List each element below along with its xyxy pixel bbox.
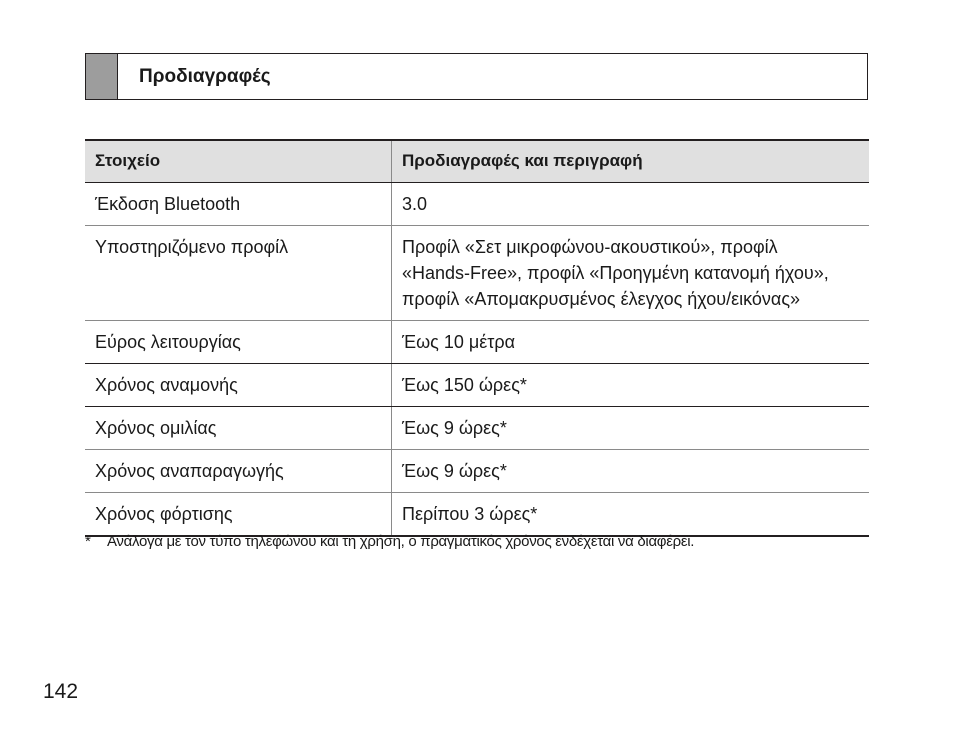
spec-line: «Hands-Free», προφίλ «Προηγμένη κατανομή ήχου», xyxy=(402,262,829,283)
table-row xyxy=(85,225,869,320)
section-title: Προδιαγραφές xyxy=(139,65,271,87)
page-number: 142 xyxy=(43,680,79,703)
table-row xyxy=(85,492,869,536)
row-spec: Περίπου 3 ώρες* xyxy=(392,492,870,536)
row-item: Χρόνος ομιλίας xyxy=(85,406,392,449)
row-item: Υποστηριζόμενο προφίλ xyxy=(85,225,392,320)
footnote-marker: * xyxy=(85,533,91,550)
table-row xyxy=(85,182,869,225)
header-item: Στοιχείο xyxy=(85,140,392,182)
row-item: Χρόνος αναμονής xyxy=(85,363,392,406)
table-row xyxy=(85,406,869,449)
spec-table xyxy=(85,139,869,537)
row-spec: Έως 150 ώρες* xyxy=(392,363,870,406)
row-item: Χρόνος αναπαραγωγής xyxy=(85,449,392,492)
section-header xyxy=(85,53,868,100)
section-marker xyxy=(86,54,118,99)
row-spec: Έως 10 μέτρα xyxy=(392,320,870,363)
row-item: Εύρος λειτουργίας xyxy=(85,320,392,363)
row-spec: Έως 9 ώρες* xyxy=(392,449,870,492)
footnote-text: Ανάλογα με τον τύπο τηλεφώνου και τη χρήση, ο πραγματικός χρόνος ενδέχεται να διαφέρει. xyxy=(107,533,695,550)
footnote xyxy=(85,533,885,550)
row-item: Έκδοση Bluetooth xyxy=(85,182,392,225)
table-header-row xyxy=(85,140,869,182)
table-row xyxy=(85,363,869,406)
row-spec: 3.0 xyxy=(392,182,870,225)
row-spec xyxy=(392,225,870,320)
row-spec: Έως 9 ώρες* xyxy=(392,406,870,449)
spec-line: Προφίλ «Σετ μικροφώνου-ακουστικού», προφίλ xyxy=(402,236,778,257)
header-spec: Προδιαγραφές και περιγραφή xyxy=(392,140,870,182)
table-row xyxy=(85,320,869,363)
row-item: Χρόνος φόρτισης xyxy=(85,492,392,536)
table-row xyxy=(85,449,869,492)
spec-line: προφίλ «Απομακρυσμένος έλεγχος ήχου/εικόνας» xyxy=(402,288,801,309)
